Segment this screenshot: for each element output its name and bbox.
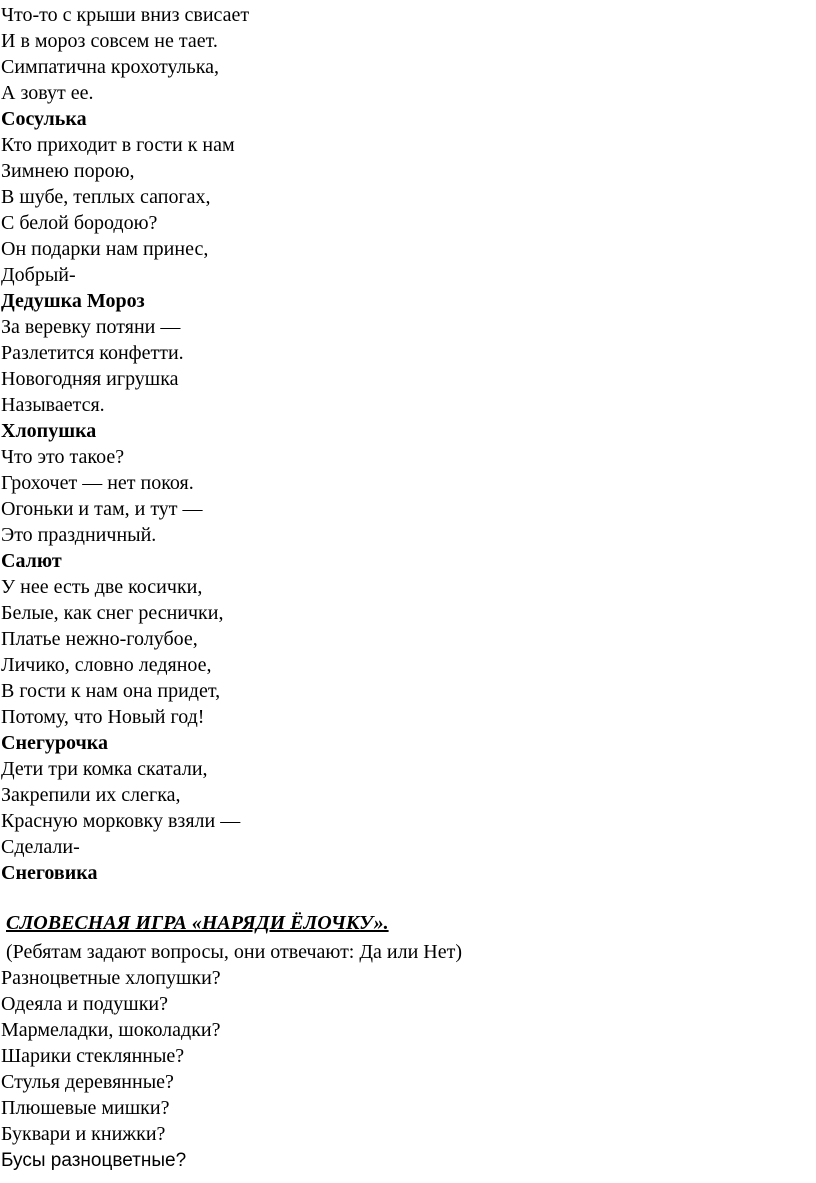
riddle-3-line-1: За веревку потяни — — [1, 316, 181, 338]
game-title: СЛОВЕСНАЯ ИГРА «НАРЯДИ ЁЛОЧКУ». — [6, 912, 389, 934]
riddle-1-line-2: И в мороз совсем не тает. — [1, 30, 218, 52]
game-question-7: Буквари и книжки? — [1, 1123, 166, 1145]
riddle-4-answer: Салют — [1, 550, 62, 572]
riddle-1-line-3: Симпатична крохотулька, — [1, 56, 220, 78]
riddle-6-line-4: Сделали- — [1, 836, 80, 858]
riddle-3-line-2: Разлетится конфетти. — [1, 342, 184, 364]
riddle-1-line-1: Что-то с крыши вниз свисает — [1, 4, 250, 26]
riddle-2-line-5: Он подарки нам принес, — [1, 238, 209, 260]
game-instruction: (Ребятам задают вопросы, они отвечают: Да или Нет) — [6, 941, 462, 963]
riddle-2-line-2: Зимнею порою, — [1, 160, 135, 182]
game-question-2: Одеяла и подушки? — [1, 993, 168, 1015]
riddle-4-line-1: Что это такое? — [1, 446, 125, 468]
game-question-4: Шарики стеклянные? — [1, 1045, 185, 1067]
riddle-1-line-4: А зовут ее. — [1, 82, 94, 104]
riddle-3-line-3: Новогодняя игрушка — [1, 368, 179, 390]
riddle-3-line-4: Называется. — [1, 394, 105, 416]
riddle-6-answer: Снеговика — [1, 862, 98, 884]
riddle-2-line-4: С белой бородою? — [1, 212, 158, 234]
game-question-3: Мармеладки, шоколадки? — [1, 1019, 221, 1041]
riddle-2-line-6: Добрый- — [1, 264, 76, 286]
riddle-2-line-3: В шубе, теплых сапогах, — [1, 186, 211, 208]
riddle-4-line-4: Это праздничный. — [1, 524, 157, 546]
riddle-5-line-3: Платье нежно-голубое, — [1, 628, 198, 650]
riddle-4-line-2: Грохочет — нет покоя. — [1, 472, 194, 494]
game-question-5: Стулья деревянные? — [1, 1071, 174, 1093]
riddle-5-line-5: В гости к нам она придет, — [1, 680, 221, 702]
riddle-6-line-3: Красную морковку взяли — — [1, 810, 241, 832]
riddle-2-answer: Дедушка Мороз — [1, 290, 145, 312]
riddle-3-answer: Хлопушка — [1, 420, 97, 442]
riddle-6-line-2: Закрепили их слегка, — [1, 784, 181, 806]
riddle-2-line-1: Кто приходит в гости к нам — [1, 134, 235, 156]
riddle-5-line-1: У нее есть две косички, — [1, 576, 203, 598]
game-question-6: Плюшевые мишки? — [1, 1097, 170, 1119]
game-question-8: Бусы разноцветные? — [1, 1150, 187, 1171]
riddle-6-line-1: Дети три комка скатали, — [1, 758, 208, 780]
riddle-5-line-2: Белые, как снег реснички, — [1, 602, 224, 624]
riddle-5-line-4: Личико, словно ледяное, — [1, 654, 212, 676]
game-question-1: Разноцветные хлопушки? — [1, 967, 221, 989]
riddle-4-line-3: Огоньки и там, и тут — — [1, 498, 203, 520]
riddle-5-answer: Снегурочка — [1, 732, 109, 754]
riddle-1-answer: Сосулька — [1, 108, 87, 130]
riddle-5-line-6: Потому, что Новый год! — [1, 706, 205, 728]
